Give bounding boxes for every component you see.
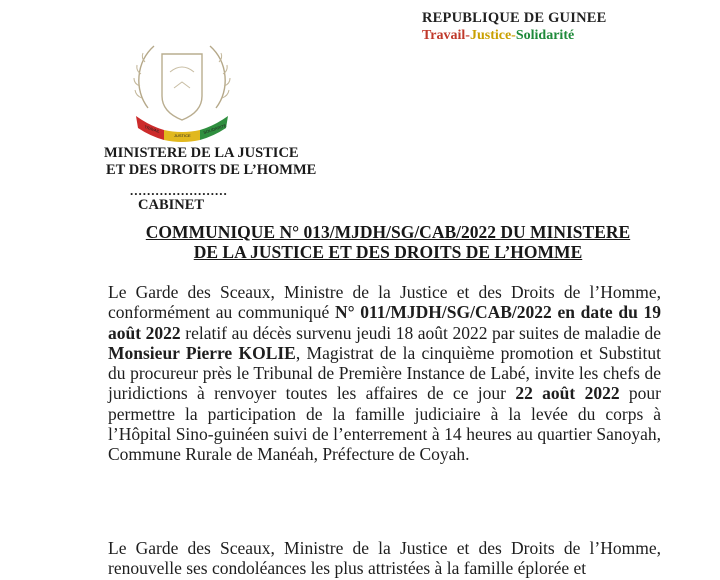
body-paragraph-2 <box>108 538 661 579</box>
ribbon-word: SOLIDARITE <box>202 122 227 135</box>
title-line-2: DE LA JUSTICE ET DES DROITS DE L’HOMME <box>193 242 583 262</box>
motto-justice: Justice- <box>469 28 516 43</box>
body-paragraph-1 <box>108 282 661 465</box>
ribbon-word: JUSTICE <box>174 133 191 138</box>
text-run: Le Garde des Sceaux, Ministre de la Justice et des Droits de l’Homme, renouvelle ses condoléances les plus attristées à la famille éplorée et <box>108 538 661 579</box>
title-line-1: COMMUNIQUE N° 013/MJDH/SG/CAB/2022 DU MINISTERE <box>145 222 631 242</box>
ministry-line-2: ET DES DROITS DE L’HOMME <box>106 162 317 178</box>
hearing-date: 22 août 2022 <box>515 383 620 404</box>
national-motto <box>422 28 682 44</box>
ribbon-word: TRAVAIL <box>143 124 161 134</box>
republic-header <box>422 10 682 44</box>
separator-dots: ....................... <box>130 183 228 198</box>
republic-name: REPUBLIQUE DE GUINEE <box>422 10 607 26</box>
text-run: Le Garde des Sceaux, Ministre de la Justice et des Droits de l’Homme, conformément au communiqué <box>108 282 661 323</box>
deceased-name: Monsieur Pierre KOLIE <box>108 342 296 363</box>
reference-communique: N° 011/MJDH/SG/CAB/2022 en date du 19 août 2022 <box>108 302 661 343</box>
text-run: , Magistrat de la cinquième promotion et Substitut du procureur près le Tribunal de Première Instance de Labé, invite les chefs de juridictions à renvoyer toutes les affaires de ce jour <box>108 342 662 404</box>
motto-solidarite: Solidarité <box>515 28 575 43</box>
guinea-coat-of-arms-icon <box>130 38 234 148</box>
communique-title <box>108 222 668 262</box>
text-run: relatif au décès survenu jeudi 18 août 2022 par suites de maladie de <box>180 322 662 343</box>
text-run: pour permettre la participation de la famille judiciaire à la levée du corps à l’Hôpital Sino-guinéen suivi de l’enterrement à 14 heures au quartier Sanoyah, Commune Rurale de Manéah, Préfecture de Coyah. <box>108 383 662 465</box>
motto-travail: Travail- <box>422 28 470 43</box>
cabinet-label: CABINET <box>138 197 205 213</box>
ministry-name <box>104 145 316 179</box>
ministry-line-1: MINISTERE DE LA JUSTICE <box>104 145 299 161</box>
